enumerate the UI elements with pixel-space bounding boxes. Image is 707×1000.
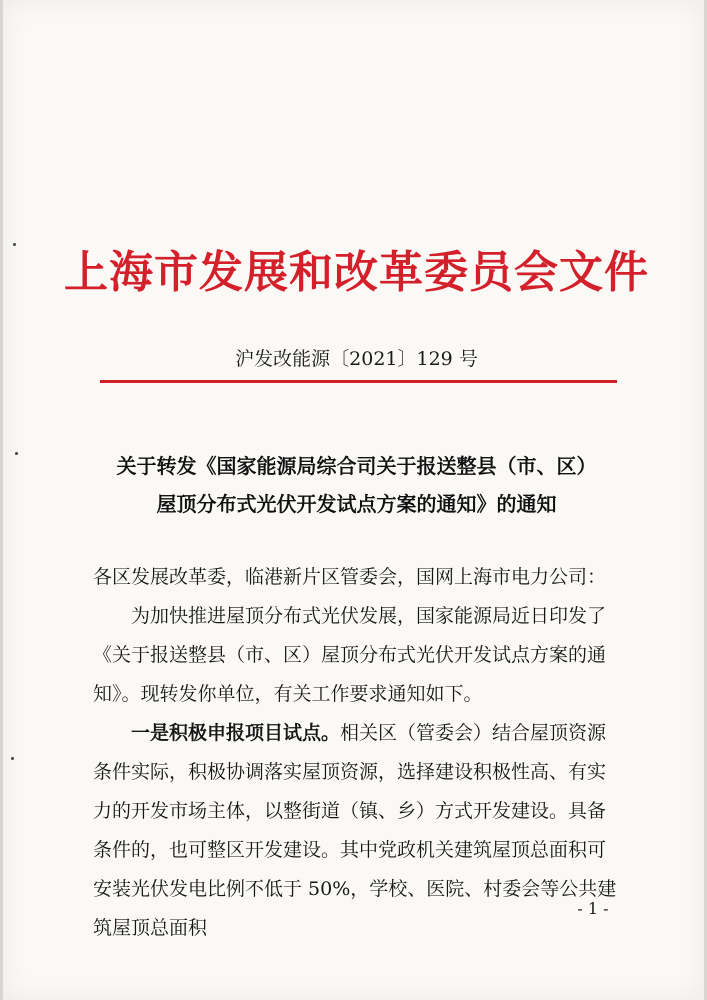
- recipients-line: 各区发展改革委，临港新片区管委会，国网上海市电力公司：: [93, 566, 607, 588]
- page-number: - 1 -: [577, 899, 609, 918]
- document-body: [93, 558, 618, 948]
- notice-title: [3, 447, 707, 523]
- scan-speck: [11, 757, 14, 760]
- document-number: 沪发改能源〔2021〕129 号: [235, 348, 478, 370]
- paragraph-item-1: [93, 714, 618, 948]
- notice-title-line-1: 关于转发《国家能源局综合司关于报送整县（市、区）: [116, 454, 597, 478]
- notice-title-line-2: 屋顶分布式光伏开发试点方案的通知》的通知: [156, 492, 557, 516]
- paragraph-intro: 为加快推进屋顶分布式光伏发展，国家能源局近日印发了《关于报送整县（市、区）屋顶分布式光伏开发试点方案的通知》。现转发你单位，有关工作要求通知如下。: [93, 605, 607, 705]
- red-separator-line: [100, 380, 617, 383]
- document-page: [3, 0, 704, 1000]
- item-1-text: 相关区（管委会）结合屋顶资源条件实际，积极协调落实屋顶资源，选择建设积极性高、有实力的开发市场主体，以整街道（镇、乡）方式开发建设。具备条件的，也可整区开发建设。其中党政机关建筑屋顶总面积可安装光伏发电比例不低于 50%，学校、医院、村委会等公共建筑屋顶总面积: [93, 722, 617, 939]
- issuing-authority-title: 上海市发展和改革委员会文件: [64, 247, 649, 298]
- item-1-heading: 一是积极申报项目试点。: [131, 722, 341, 744]
